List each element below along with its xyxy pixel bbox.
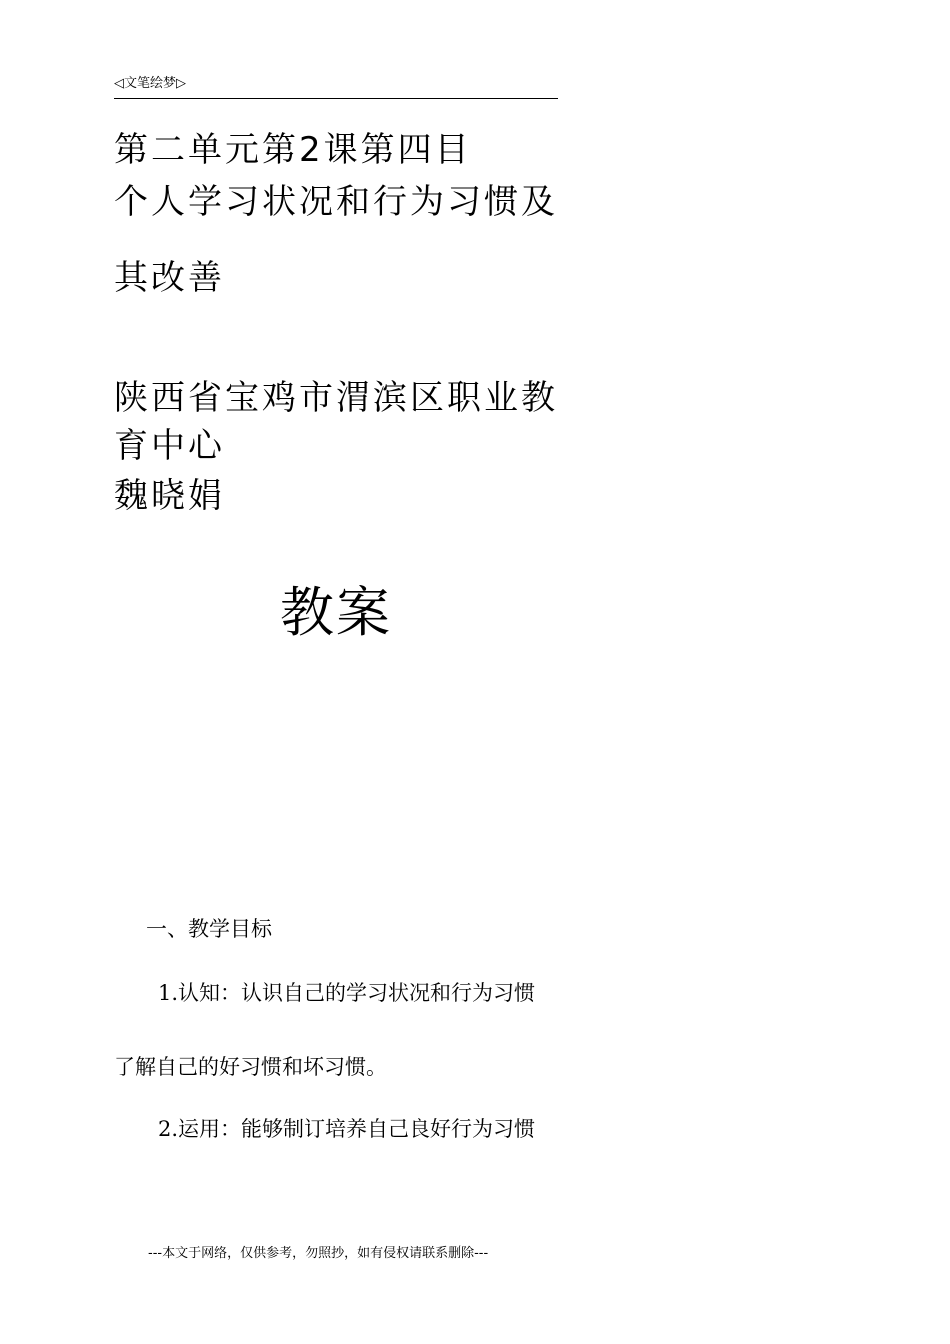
author-org-line-2: 育中心 bbox=[114, 426, 225, 466]
objective-1-line-2: 了解自己的好习惯和坏习惯。 bbox=[114, 1055, 387, 1079]
author-name: 魏晓娟 bbox=[114, 476, 225, 516]
header-text: ◁文笔绘梦▷ bbox=[114, 76, 186, 91]
page-header bbox=[114, 74, 558, 99]
document-type-title: 教案 bbox=[280, 581, 392, 644]
page-footer: ---本文于网络，仅供参考，勿照抄，如有侵权请联系删除--- bbox=[148, 1246, 489, 1261]
title-line-1: 第二单元第2课第四目 bbox=[114, 130, 472, 170]
author-org-line-1: 陕西省宝鸡市渭滨区职业教 bbox=[114, 378, 558, 418]
title-line-3: 其改善 bbox=[114, 258, 225, 298]
title-line-2: 个人学习状况和行为习惯及 bbox=[114, 182, 558, 222]
objective-2-line-1: 2.运用：能够制订培养自己良好行为习惯 bbox=[158, 1117, 536, 1141]
section-heading: 一、教学目标 bbox=[146, 917, 272, 941]
objective-1-line-1: 1.认知：认识自己的学习状况和行为习惯 bbox=[158, 981, 536, 1005]
